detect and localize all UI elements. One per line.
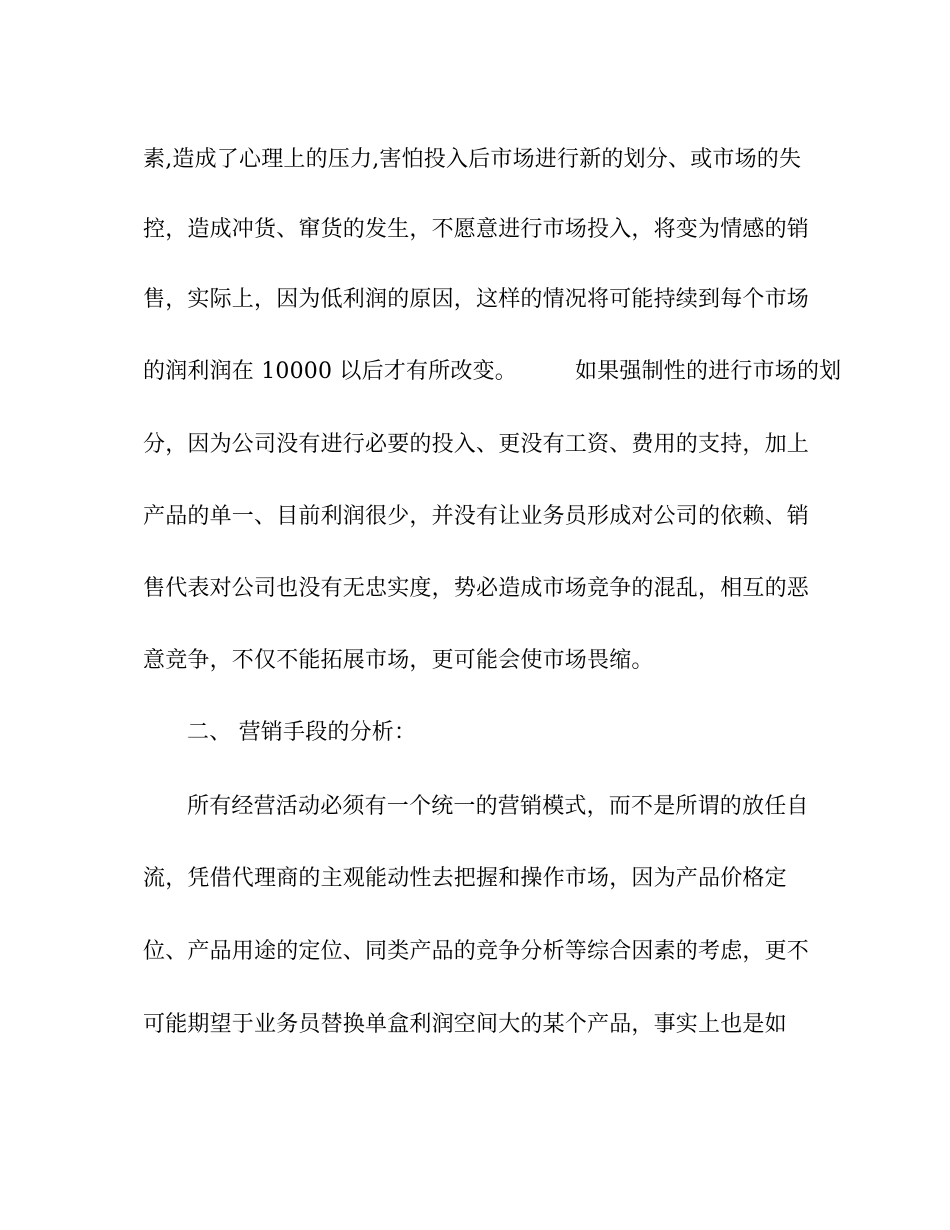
text-line: 控，造成冲货、窜货的发生，不愿意进行市场投入，将变为情感的销 <box>143 217 810 242</box>
text-line: 售代表对公司也没有无忠实度，势必造成市场竞争的混乱，相互的恶 <box>143 576 810 601</box>
text-line: 产品的单一、目前利润很少，并没有让业务员形成对公司的依赖、销 <box>143 504 810 529</box>
text-line: 售，实际上，因为低利润的原因，这样的情况将可能持续到每个市场 <box>143 287 810 312</box>
text-segment: 如果强制性的进行市场的划 <box>574 359 842 384</box>
section-heading: 二、 营销手段的分析： <box>187 720 417 745</box>
text-line: 流，凭借代理商的主观能动性去把握和操作市场，因为产品价格定 <box>143 866 787 891</box>
text-line: 分，因为公司没有进行必要的投入、更没有工资、费用的支持，加上 <box>143 432 810 457</box>
text-line: 意竞争，不仅不能拓展市场，更可能会使市场畏缩。 <box>143 648 654 673</box>
text-line: 所有经营活动必须有一个统一的营销模式，而不是所谓的放任自 <box>187 794 809 819</box>
text-segment: 的润利润在 10000 以后才有所改变。 <box>143 359 517 384</box>
text-line <box>143 357 842 387</box>
text-line: 位、产品用途的定位、同类产品的竞争分析等综合因素的考虑，更不 <box>143 939 810 964</box>
text-line: 素,造成了心理上的压力,害怕投入后市场进行新的划分、或市场的失 <box>143 147 802 172</box>
text-line: 可能期望于业务员替换单盒利润空间大的某个产品，事实上也是如 <box>143 1012 787 1037</box>
